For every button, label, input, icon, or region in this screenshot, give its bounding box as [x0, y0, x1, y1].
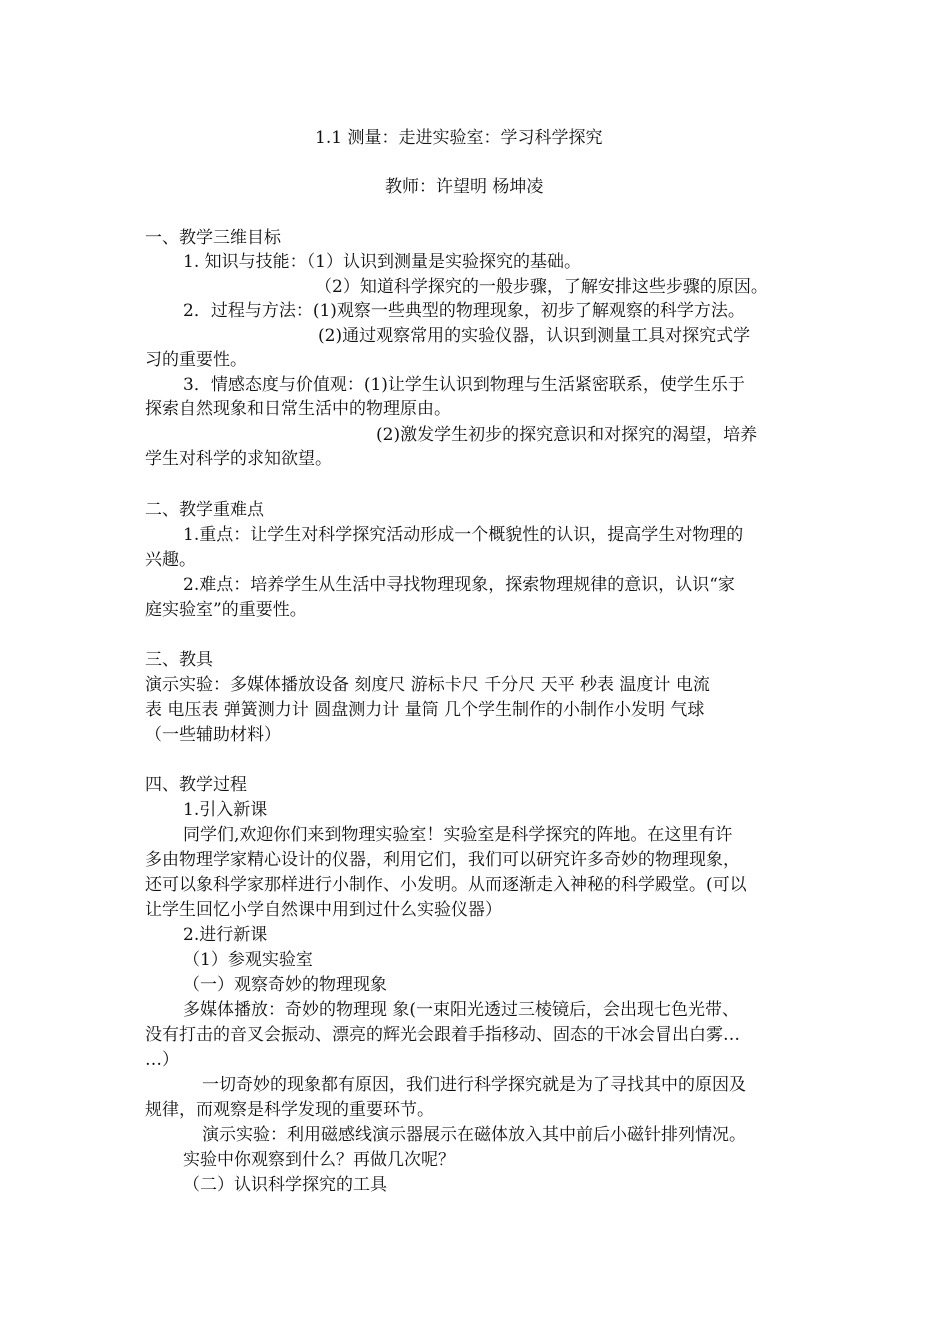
- paragraph-line: 规律，而观察是科学发现的重要环节。: [145, 1100, 434, 1120]
- paragraph-line: 演示实验：利用磁感线演示器展示在磁体放入其中前后小磁针排列情况。: [202, 1125, 746, 1145]
- paragraph-line: （1）参观实验室: [183, 950, 313, 970]
- paragraph-line: 2.进行新课: [183, 925, 268, 945]
- paragraph-line: 习的重要性。: [145, 350, 247, 370]
- section-heading-key-points: 二、教学重难点: [145, 500, 264, 520]
- paragraph-line: （二）认识科学探究的工具: [183, 1175, 387, 1195]
- paragraph-line: 多由物理学家精心设计的仪器，利用它们，我们可以研究许多奇妙的物理现象，: [145, 850, 740, 870]
- paragraph-line: 多媒体播放：奇妙的物理现 象(一束阳光透过三棱镜后，会出现七色光带、: [183, 1000, 740, 1020]
- paragraph-line: 2.难点：培养学生从生活中寻找物理现象，探索物理规律的意识，认识“家: [183, 575, 735, 595]
- paragraph-line: （2）知道科学探究的一般步骤，了解安排这些步骤的原因。: [315, 277, 768, 297]
- paragraph-line: (2)激发学生初步的探究意识和对探究的渴望，培养: [376, 425, 758, 445]
- paragraph-line: 庭实验室”的重要性。: [145, 600, 307, 620]
- paragraph-line: 1.重点：让学生对科学探究活动形成一个概貌性的认识，提高学生对物理的: [183, 525, 744, 545]
- paragraph-line: 让学生回忆小学自然课中用到过什么实验仪器）: [145, 900, 502, 920]
- paragraph-line: 同学们,欢迎你们来到物理实验室！实验室是科学探究的阵地。在这里有许: [183, 825, 733, 845]
- section-heading-goals: 一、教学三维目标: [145, 228, 281, 248]
- paragraph-line: （一）观察奇妙的物理现象: [183, 975, 387, 995]
- paragraph-line: 实验中你观察到什么？再做几次呢？: [183, 1150, 455, 1170]
- paragraph-line: 1.引入新课: [183, 800, 268, 820]
- paragraph-line: 学生对科学的求知欲望。: [145, 449, 332, 469]
- paragraph-line: 还可以象科学家那样进行小制作、小发明。从而逐渐走入神秘的科学殿堂。(可以: [145, 875, 747, 895]
- paragraph-line: 兴趣。: [145, 550, 196, 570]
- section-heading-equipment: 三、教具: [145, 650, 213, 670]
- paragraph-line: 演示实验：多媒体播放设备 刻度尺 游标卡尺 千分尺 天平 秒表 温度计 电流: [145, 675, 710, 695]
- paragraph-line: 一切奇妙的现象都有原因，我们进行科学探究就是为了寻找其中的原因及: [202, 1075, 746, 1095]
- paragraph-line: 1. 知识与技能：（1）认识到测量是实验探究的基础。: [183, 252, 581, 272]
- teacher-line: 教师：许望明 杨坤凌: [385, 177, 544, 197]
- paragraph-line: （一些辅助材料）: [145, 725, 281, 745]
- paragraph-line: 3．情感态度与价值观：(1)让学生认识到物理与生活紧密联系，使学生乐于: [183, 375, 745, 395]
- paragraph-line: …）: [145, 1050, 179, 1070]
- paragraph-line: 没有打击的音叉会振动、漂亮的辉光会跟着手指移动、固态的干冰会冒出白雾…: [145, 1025, 740, 1045]
- paragraph-line: 探索自然现象和日常生活中的物理原由。: [145, 399, 451, 419]
- section-heading-process: 四、教学过程: [145, 775, 247, 795]
- doc-title: 1.1 测量：走进实验室：学习科学探究: [315, 128, 603, 148]
- paragraph-line: 2．过程与方法：(1)观察一些典型的物理现象，初步了解观察的科学方法。: [183, 301, 745, 321]
- paragraph-line: (2)通过观察常用的实验仪器，认识到测量工具对探究式学: [318, 326, 751, 346]
- paragraph-line: 表 电压表 弹簧测力计 圆盘测力计 量筒 几个学生制作的小制作小发明 气球: [145, 700, 705, 720]
